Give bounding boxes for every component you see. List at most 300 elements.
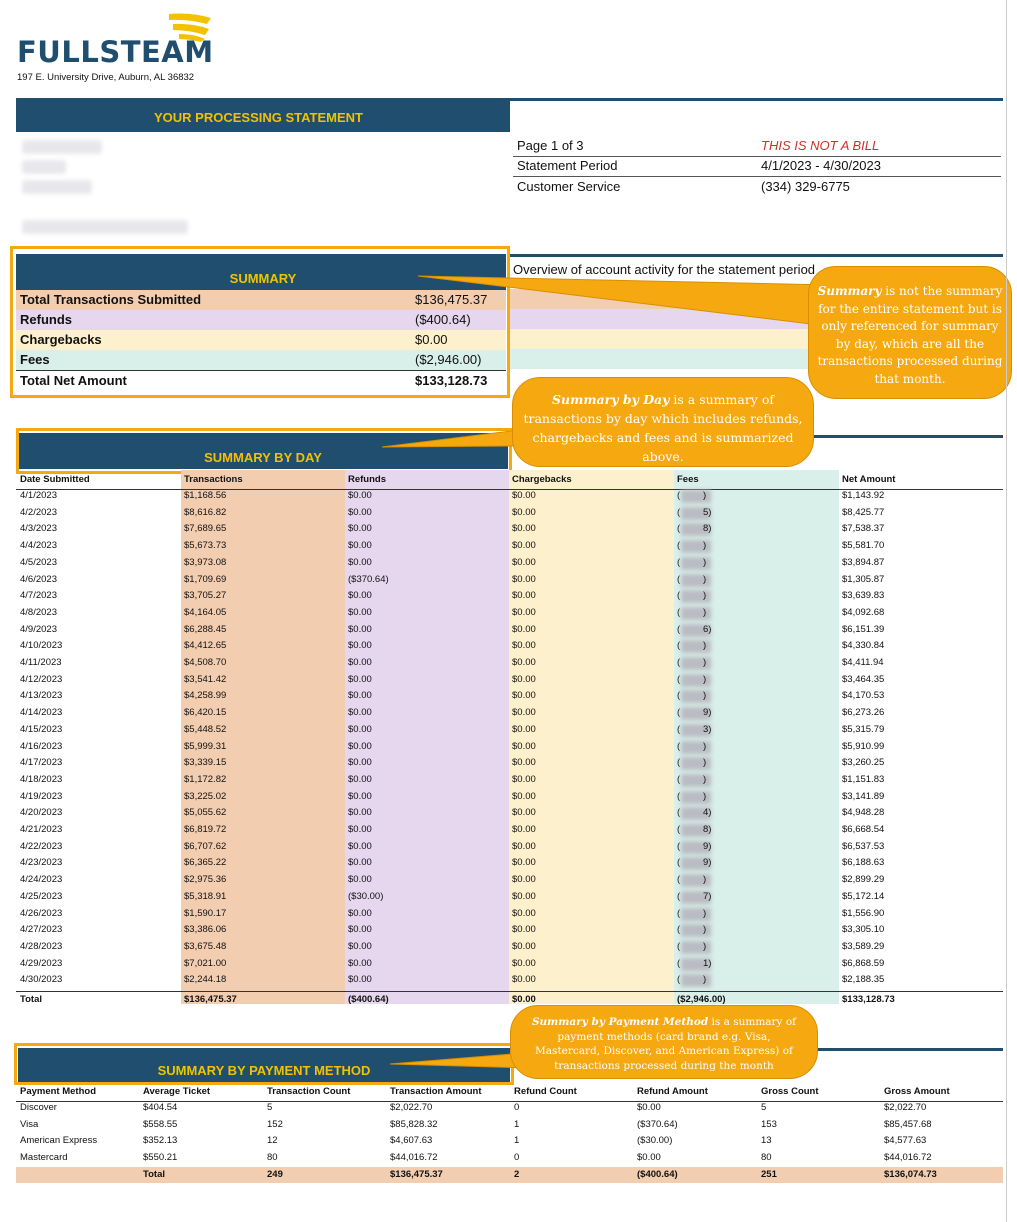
table-cell: $558.55: [143, 1118, 178, 1130]
table-cell: $0.00: [637, 1102, 661, 1113]
fee-tail: ): [703, 790, 707, 802]
table-cell: $5,318.91: [184, 890, 227, 902]
table-cell: $0.00: [348, 723, 372, 735]
total-cell: 2: [514, 1168, 520, 1180]
fee-tail: ): [703, 757, 707, 769]
total-cell: ($400.64): [348, 994, 389, 1005]
total-cell: ($400.64): [637, 1168, 678, 1180]
table-cell: 152: [267, 1118, 283, 1130]
table-cell: $404.54: [143, 1102, 178, 1113]
fee-tail: ): [703, 974, 707, 986]
table-cell: $3,589.29: [842, 940, 885, 952]
fee-fragment: (: [677, 523, 681, 535]
table-cell: $6,273.26: [842, 707, 885, 719]
table-cell: $4,170.53: [842, 690, 885, 702]
total-cell: $133,128.73: [842, 994, 895, 1005]
fee-tail: ): [703, 907, 707, 919]
table-cell: $0.00: [348, 807, 372, 819]
fee-fragment: (: [677, 707, 681, 719]
table-cell: 4/2/2023: [20, 506, 57, 518]
table-cell: ($30.00): [348, 890, 384, 902]
table-cell: $4,330.84: [842, 640, 885, 652]
summary-value: $0.00: [415, 332, 448, 347]
summary-callout-text: is not the summary for the entire statement but is only referenced for summary by day, which are all the transactions processed during that month.: [817, 284, 1003, 386]
by-day-callout-text: is a summary of transactions by day which includes refunds, chargebacks and fees and is summarized above.: [523, 392, 803, 464]
table-cell: $2,188.35: [842, 974, 885, 986]
table-cell: $0.00: [512, 957, 536, 969]
table-cell: 4/14/2023: [20, 707, 63, 719]
fee-tail: ): [703, 540, 707, 552]
table-cell: $6,707.62: [184, 840, 227, 852]
fee-fragment: (: [677, 673, 681, 685]
summary-title: SUMMARY: [229, 271, 297, 286]
fee-fragment: (: [677, 790, 681, 802]
summary-value: ($400.64): [415, 312, 471, 327]
table-cell: $0.00: [512, 790, 536, 802]
fee-fragment: (: [677, 757, 681, 769]
fee-tail: ): [703, 924, 707, 936]
fee-tail: 8): [703, 824, 712, 835]
fee-fragment: (: [677, 490, 681, 501]
by-day-callout: [512, 377, 814, 467]
table-cell: 5: [761, 1102, 767, 1113]
table-cell: $0.00: [348, 707, 372, 719]
column-header: Transactions: [184, 474, 243, 485]
table-cell: 4/29/2023: [20, 957, 63, 969]
total-cell: $136,074.73: [884, 1168, 937, 1180]
summary-label: Fees: [20, 352, 50, 367]
column-header: Date Submitted: [20, 474, 90, 485]
table-cell: $4,948.28: [842, 807, 885, 819]
table-cell: $0.00: [512, 740, 536, 752]
table-cell: $5,055.62: [184, 807, 227, 819]
table-cell: $0.00: [348, 590, 372, 602]
fee-tail: ): [703, 690, 707, 702]
table-cell: $0.00: [512, 556, 536, 568]
table-cell: Mastercard: [20, 1152, 68, 1164]
table-cell: 0: [514, 1152, 520, 1164]
table-cell: $44,016.72: [884, 1152, 932, 1164]
table-cell: $1,143.92: [842, 490, 885, 501]
table-cell: $0.00: [512, 657, 536, 668]
table-cell: $7,538.37: [842, 523, 885, 535]
table-cell: $6,868.59: [842, 957, 885, 969]
table-cell: $0.00: [512, 890, 536, 902]
table-cell: $6,288.45: [184, 623, 227, 635]
column-header: Refund Amount: [637, 1086, 708, 1097]
table-cell: $0.00: [348, 974, 372, 986]
fee-tail: 7): [703, 890, 712, 902]
table-cell: $0.00: [348, 857, 372, 869]
table-cell: $3,464.35: [842, 673, 885, 685]
not-a-bill-notice: THIS IS NOT A BILL: [761, 138, 880, 153]
table-cell: 4/20/2023: [20, 807, 63, 819]
table-cell: $0.00: [637, 1152, 661, 1164]
table-cell: $0.00: [348, 840, 372, 852]
fee-fragment: (: [677, 807, 681, 819]
table-cell: $4,258.99: [184, 690, 227, 702]
table-cell: $6,365.22: [184, 857, 227, 869]
table-cell: $0.00: [512, 707, 536, 719]
table-cell: $0.00: [512, 606, 536, 618]
table-cell: $0.00: [348, 506, 372, 518]
table-cell: $0.00: [348, 606, 372, 618]
fee-tail: ): [703, 590, 707, 602]
table-cell: $85,457.68: [884, 1118, 932, 1130]
table-cell: 13: [761, 1135, 772, 1147]
table-cell: 4/30/2023: [20, 974, 63, 986]
total-cell: ($2,946.00): [677, 994, 726, 1005]
table-cell: $3,639.83: [842, 590, 885, 602]
table-cell: $0.00: [512, 523, 536, 535]
table-cell: 1: [514, 1135, 520, 1147]
table-cell: $0.00: [348, 940, 372, 952]
table-cell: $4,577.63: [884, 1135, 927, 1147]
fee-tail: ): [703, 740, 707, 752]
table-cell: 4/17/2023: [20, 757, 63, 769]
fee-tail: 9): [703, 840, 712, 852]
table-cell: $3,705.27: [184, 590, 227, 602]
total-cell: $0.00: [512, 994, 536, 1005]
fee-tail: 9): [703, 857, 712, 869]
table-cell: $5,910.99: [842, 740, 885, 752]
fee-tail: ): [703, 940, 707, 952]
fee-tail: ): [703, 490, 707, 501]
table-cell: $2,975.36: [184, 874, 227, 886]
fee-tail: ): [703, 657, 707, 668]
table-cell: $0.00: [512, 840, 536, 852]
summary-label: Refunds: [20, 312, 72, 327]
fee-fragment: (: [677, 907, 681, 919]
fee-tail: ): [703, 556, 707, 568]
table-cell: $3,541.42: [184, 673, 227, 685]
summary-value: $136,475.37: [415, 292, 488, 307]
column-header: Payment Method: [20, 1086, 97, 1097]
table-cell: 4/22/2023: [20, 840, 63, 852]
table-cell: 12: [267, 1135, 278, 1147]
table-cell: 80: [267, 1152, 278, 1164]
table-cell: $44,016.72: [390, 1152, 438, 1164]
table-cell: ($30.00): [637, 1135, 673, 1147]
table-cell: $8,616.82: [184, 506, 227, 518]
table-cell: $2,022.70: [390, 1102, 433, 1113]
table-cell: $1,172.82: [184, 773, 227, 785]
table-cell: $1,556.90: [842, 907, 885, 919]
table-cell: 4/11/2023: [20, 657, 62, 668]
table-cell: $8,425.77: [842, 506, 885, 518]
table-cell: $6,151.39: [842, 623, 885, 635]
column-header: Fees: [677, 474, 699, 485]
table-cell: $6,819.72: [184, 824, 227, 835]
column-header: Transaction Count: [267, 1086, 351, 1097]
table-cell: $0.00: [512, 573, 536, 585]
total-cell: 251: [761, 1168, 777, 1180]
table-cell: $1,709.69: [184, 573, 227, 585]
table-cell: 4/28/2023: [20, 940, 63, 952]
summary-callout: [808, 266, 1012, 399]
table-cell: $0.00: [512, 640, 536, 652]
summary-value: $133,128.73: [415, 373, 488, 388]
table-cell: $0.00: [348, 773, 372, 785]
table-cell: 4/19/2023: [20, 790, 63, 802]
table-cell: $0.00: [512, 623, 536, 635]
table-cell: 4/15/2023: [20, 723, 63, 735]
table-cell: $6,537.53: [842, 840, 885, 852]
table-cell: $3,260.25: [842, 757, 885, 769]
table-cell: $5,581.70: [842, 540, 885, 552]
column-header: Transaction Amount: [390, 1086, 482, 1097]
table-cell: $3,225.02: [184, 790, 227, 802]
table-cell: $85,828.32: [390, 1118, 438, 1130]
table-cell: $4,412.65: [184, 640, 227, 652]
summary-label: Total Net Amount: [20, 373, 127, 388]
table-cell: $0.00: [512, 540, 536, 552]
table-cell: 4/16/2023: [20, 740, 63, 752]
table-cell: $2,899.29: [842, 874, 885, 886]
fee-fragment: (: [677, 924, 681, 936]
company-address: 197 E. University Drive, Auburn, AL 36832: [17, 72, 195, 83]
table-cell: $352.13: [143, 1135, 178, 1147]
table-cell: $0.00: [512, 773, 536, 785]
fee-fragment: (: [677, 740, 681, 752]
fee-tail: ): [703, 673, 707, 685]
fee-tail: 8): [703, 523, 712, 535]
statement-title: YOUR PROCESSING STATEMENT: [154, 110, 363, 125]
summary-label: Chargebacks: [20, 332, 102, 347]
fee-tail: ): [703, 640, 707, 652]
fee-fragment: (: [677, 974, 681, 986]
summary-label: Total Transactions Submitted: [20, 292, 202, 307]
table-cell: $0.00: [348, 790, 372, 802]
table-cell: 4/3/2023: [20, 523, 57, 535]
total-cell: $136,475.37: [390, 1168, 443, 1180]
fee-fragment: (: [677, 606, 681, 618]
table-cell: $0.00: [512, 857, 536, 869]
table-cell: $0.00: [348, 540, 372, 552]
table-cell: $0.00: [348, 556, 372, 568]
table-cell: 4/9/2023: [20, 623, 57, 635]
table-cell: $7,689.65: [184, 523, 227, 535]
table-cell: $3,305.10: [842, 924, 885, 936]
table-cell: 4/4/2023: [20, 540, 57, 552]
table-cell: 4/25/2023: [20, 890, 63, 902]
total-cell: Total: [143, 1168, 165, 1180]
table-cell: $3,339.15: [184, 757, 227, 769]
table-cell: $0.00: [512, 974, 536, 986]
table-cell: $5,172.14: [842, 890, 885, 902]
table-cell: $0.00: [512, 757, 536, 769]
table-cell: $3,973.08: [184, 556, 227, 568]
summary-overview: Overview of account activity for the statement period: [513, 262, 816, 277]
table-cell: $0.00: [348, 490, 372, 501]
table-cell: $6,420.15: [184, 707, 227, 719]
table-cell: $0.00: [348, 924, 372, 936]
table-cell: $0.00: [512, 940, 536, 952]
table-cell: $3,386.06: [184, 924, 227, 936]
table-cell: $0.00: [348, 657, 372, 668]
table-cell: $3,675.48: [184, 940, 227, 952]
table-cell: 4/7/2023: [20, 590, 57, 602]
table-cell: $2,244.18: [184, 974, 227, 986]
fee-fragment: (: [677, 940, 681, 952]
period-label: Statement Period: [517, 158, 618, 173]
table-cell: Discover: [20, 1102, 57, 1113]
column-header: Net Amount: [842, 474, 896, 485]
table-cell: 4/26/2023: [20, 907, 63, 919]
fee-fragment: (: [677, 690, 681, 702]
fee-fragment: (: [677, 556, 681, 568]
fee-fragment: (: [677, 857, 681, 869]
table-cell: $4,092.68: [842, 606, 885, 618]
logo-text: FULLSTEAM: [17, 35, 214, 69]
fee-fragment: (: [677, 657, 681, 668]
page-number: Page 1 of 3: [517, 138, 584, 153]
service-label: Customer Service: [517, 179, 621, 194]
table-cell: $0.00: [512, 924, 536, 936]
table-cell: ($370.64): [637, 1118, 678, 1130]
table-cell: 4/1/2023: [20, 490, 57, 501]
fee-tail: ): [703, 606, 707, 618]
fee-fragment: (: [677, 773, 681, 785]
fee-fragment: (: [677, 824, 681, 835]
column-header: Refunds: [348, 474, 386, 485]
table-cell: $0.00: [512, 490, 536, 501]
table-cell: $5,673.73: [184, 540, 227, 552]
column-header: Chargebacks: [512, 474, 572, 485]
column-header: Average Ticket: [143, 1086, 211, 1097]
fee-tail: 5): [703, 506, 712, 518]
table-cell: $0.00: [348, 824, 372, 835]
column-header: Gross Amount: [884, 1086, 950, 1097]
table-cell: $0.00: [512, 506, 536, 518]
fee-fragment: (: [677, 623, 681, 635]
period-value: 4/1/2023 - 4/30/2023: [761, 158, 881, 173]
fee-fragment: (: [677, 723, 681, 735]
table-cell: $7,021.00: [184, 957, 227, 969]
fee-tail: 4): [703, 807, 712, 819]
fee-fragment: (: [677, 957, 681, 969]
table-cell: $0.00: [512, 673, 536, 685]
service-value: (334) 329-6775: [761, 179, 850, 194]
table-cell: $0.00: [348, 907, 372, 919]
table-cell: 4/6/2023: [20, 573, 57, 585]
fee-fragment: (: [677, 506, 681, 518]
table-cell: $2,022.70: [884, 1102, 927, 1113]
table-cell: $0.00: [512, 723, 536, 735]
by-day-title: SUMMARY BY DAY: [204, 450, 322, 465]
table-cell: 4/23/2023: [20, 857, 63, 869]
table-cell: $550.21: [143, 1152, 178, 1164]
table-cell: 4/10/2023: [20, 640, 63, 652]
table-cell: $0.00: [512, 807, 536, 819]
summary-callout-bold: Summary: [817, 284, 882, 298]
total-cell: 249: [267, 1168, 283, 1180]
table-cell: $0.00: [512, 824, 536, 835]
payment-callout: [510, 1005, 818, 1079]
fee-tail: ): [703, 874, 707, 886]
table-cell: 5: [267, 1102, 273, 1113]
table-cell: $4,164.05: [184, 606, 227, 618]
fee-fragment: (: [677, 890, 681, 902]
fee-fragment: (: [677, 840, 681, 852]
table-cell: $0.00: [348, 740, 372, 752]
fee-fragment: (: [677, 640, 681, 652]
table-cell: $1,590.17: [184, 907, 227, 919]
table-cell: $1,305.87: [842, 573, 885, 585]
table-cell: $0.00: [348, 523, 372, 535]
table-cell: 0: [514, 1102, 520, 1113]
table-cell: $6,668.54: [842, 824, 885, 835]
total-cell: $136,475.37: [184, 994, 237, 1005]
payment-callout-bold: Summary by Payment Method: [531, 1016, 709, 1028]
fee-tail: ): [703, 573, 707, 585]
table-cell: 4/5/2023: [20, 556, 57, 568]
fee-tail: 6): [703, 623, 712, 635]
table-cell: $0.00: [348, 874, 372, 886]
fee-tail: 1): [703, 957, 712, 969]
page-edge: [1006, 0, 1007, 1222]
table-cell: 4/24/2023: [20, 874, 63, 886]
table-cell: 4/12/2023: [20, 673, 63, 685]
table-cell: $5,999.31: [184, 740, 227, 752]
table-cell: 4/8/2023: [20, 606, 57, 618]
table-cell: $3,141.89: [842, 790, 885, 802]
table-cell: $0.00: [348, 957, 372, 969]
total-cell: Total: [20, 994, 42, 1005]
by-day-callout-bold: Summary by Day: [551, 392, 670, 407]
fee-fragment: (: [677, 590, 681, 602]
table-cell: $5,315.79: [842, 723, 885, 735]
table-cell: $0.00: [348, 623, 372, 635]
table-cell: 4/27/2023: [20, 924, 63, 936]
table-cell: 4/13/2023: [20, 690, 63, 702]
fee-fragment: (: [677, 573, 681, 585]
payment-callout-text: is a summary of payment methods (card brand e.g. Visa, Mastercard, Discover, and American Express) of transactions processed during the month: [535, 1016, 797, 1072]
table-cell: $1,151.83: [842, 773, 885, 785]
table-cell: $3,894.87: [842, 556, 885, 568]
column-header: Refund Count: [514, 1086, 577, 1097]
table-cell: $0.00: [348, 757, 372, 769]
fee-fragment: (: [677, 540, 681, 552]
table-cell: $0.00: [348, 690, 372, 702]
table-cell: 4/18/2023: [20, 773, 63, 785]
fee-tail: ): [703, 773, 707, 785]
table-cell: American Express: [20, 1135, 98, 1147]
table-cell: $1,168.56: [184, 490, 227, 501]
table-cell: $0.00: [512, 690, 536, 702]
table-cell: ($370.64): [348, 573, 389, 585]
table-cell: 4/21/2023: [20, 824, 63, 835]
table-cell: $0.00: [512, 907, 536, 919]
fee-tail: 3): [703, 723, 712, 735]
table-cell: $4,411.94: [842, 657, 884, 668]
table-cell: $0.00: [512, 874, 536, 886]
summary-value: ($2,946.00): [415, 352, 482, 367]
table-cell: $4,607.63: [390, 1135, 433, 1147]
table-cell: 80: [761, 1152, 772, 1164]
table-cell: $4,508.70: [184, 657, 227, 668]
table-cell: $6,188.63: [842, 857, 885, 869]
table-cell: 153: [761, 1118, 777, 1130]
fee-fragment: (: [677, 874, 681, 886]
payment-title: SUMMARY BY PAYMENT METHOD: [157, 1063, 371, 1078]
column-header: Gross Count: [761, 1086, 819, 1097]
fee-tail: 9): [703, 707, 712, 719]
table-cell: $0.00: [348, 640, 372, 652]
table-cell: $0.00: [512, 590, 536, 602]
table-cell: Visa: [20, 1118, 39, 1130]
table-cell: $5,448.52: [184, 723, 227, 735]
